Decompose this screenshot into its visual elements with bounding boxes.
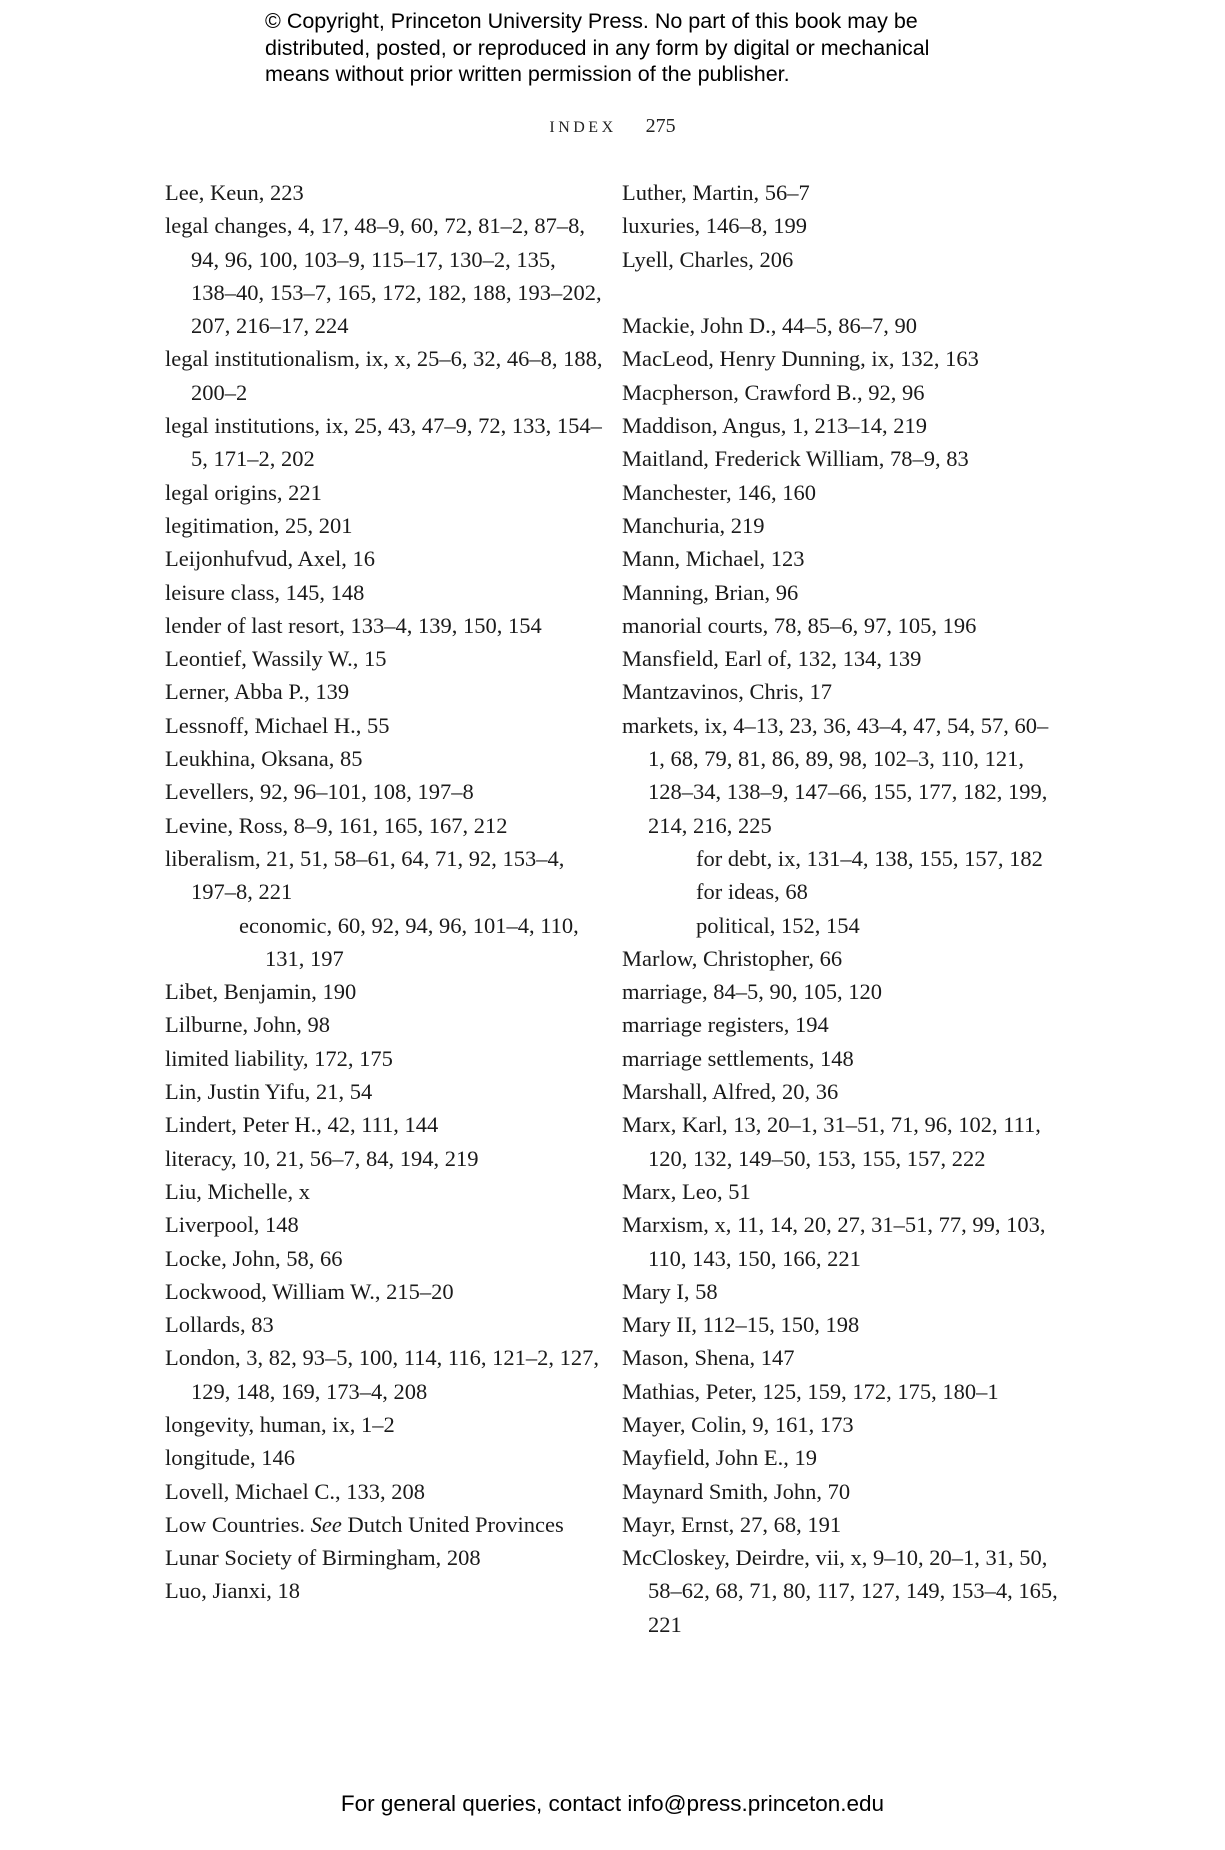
index-column-left [165, 176, 605, 1608]
index-entry: Lollards, 83 [165, 1312, 274, 1338]
index-entry: Lunar Society of Birmingham, 208 [165, 1545, 481, 1571]
index-entry: legitimation, 25, 201 [165, 512, 353, 538]
index-entry: Lerner, Abba P., 139 [165, 679, 350, 705]
index-entry: McCloskey, Deirdre, vii, x, 9–10, 20–1, 31, 50, 58–62, 68, 71, 80, 117, 127, 149, 153–4, 165, 221 [622, 1545, 1058, 1637]
index-entry: Lovell, Michael C., 133, 208 [165, 1478, 425, 1504]
index-subentry: economic, 60, 92, 94, 96, 101–4, 110, 131, 197 [239, 912, 579, 971]
index-entry: Luther, Martin, 56–7 [622, 180, 810, 205]
index-entry: Manchuria, 219 [622, 512, 765, 538]
index-entry: Lee, Keun, 223 [165, 180, 304, 205]
index-entry: legal institutions, ix, 25, 43, 47–9, 72, 133, 154–5, 171–2, 202 [165, 413, 602, 472]
index-entry: Mansfield, Earl of, 132, 134, 139 [622, 646, 922, 672]
index-entry: Maitland, Frederick William, 78–9, 83 [622, 446, 969, 472]
index-entry: Lockwood, William W., 215–20 [165, 1278, 454, 1304]
index-entry: Mayfield, John E., 19 [622, 1445, 817, 1471]
index-entry: Luo, Jianxi, 18 [165, 1578, 300, 1604]
index-entry: Liu, Michelle, x [165, 1178, 310, 1204]
index-entry: longitude, 146 [165, 1445, 295, 1471]
footer-contact: For general queries, contact info@press.princeton.edu [340, 1791, 885, 1816]
index-entry: legal origins, 221 [165, 479, 322, 505]
index-entry: Locke, John, 58, 66 [165, 1245, 343, 1271]
copyright-line: distributed, posted, or reproduced in any form by digital or mechanical [265, 35, 930, 60]
index-entry: limited liability, 172, 175 [165, 1045, 393, 1071]
index-entry: Lin, Justin Yifu, 21, 54 [165, 1079, 373, 1105]
index-entry: Manning, Brian, 96 [622, 579, 799, 605]
index-entry: marriage settlements, 148 [622, 1045, 854, 1071]
index-entry: Marx, Karl, 13, 20–1, 31–51, 71, 96, 102, 111, 120, 132, 149–50, 153, 155, 157, 222 [622, 1112, 1041, 1171]
index-entry: Mathias, Peter, 125, 159, 172, 175, 180–1 [622, 1378, 999, 1404]
index-entry: marriage, 84–5, 90, 105, 120 [622, 979, 882, 1005]
index-entry: Manchester, 146, 160 [622, 479, 817, 505]
index-entry: literacy, 10, 21, 56–7, 84, 194, 219 [165, 1145, 479, 1171]
index-subentry: for ideas, 68 [696, 879, 808, 905]
index-column-right [622, 176, 1062, 1641]
index-entry: manorial courts, 78, 85–6, 97, 105, 196 [622, 612, 977, 638]
index-entry: Mary I, 58 [622, 1278, 718, 1304]
index-entry: lender of last resort, 133–4, 139, 150, 154 [165, 612, 542, 638]
index-entry: Low Countries. See Dutch United Provinces [165, 1511, 564, 1537]
index-entry: Levine, Ross, 8–9, 161, 165, 167, 212 [165, 812, 508, 838]
index-entry: Marxism, x, 11, 14, 20, 27, 31–51, 77, 99, 103, 110, 143, 150, 166, 221 [622, 1212, 1046, 1271]
index-entry: Lindert, Peter H., 42, 111, 144 [165, 1112, 439, 1138]
index-entry: Maddison, Angus, 1, 213–14, 219 [622, 413, 928, 439]
index-subentry: for debt, ix, 131–4, 138, 155, 157, 182 [696, 845, 1043, 871]
index-entry: Mayr, Ernst, 27, 68, 191 [622, 1511, 842, 1537]
index-entry: Libet, Benjamin, 190 [165, 979, 357, 1005]
index-entry: Lilburne, John, 98 [165, 1012, 330, 1038]
index-entry: MacLeod, Henry Dunning, ix, 132, 163 [622, 346, 979, 372]
index-entry: Lyell, Charles, 206 [622, 246, 794, 272]
index-entry: Liverpool, 148 [165, 1212, 299, 1238]
copyright-line: © Copyright, Princeton University Press. No part of this book may be [265, 9, 918, 33]
index-entry: Marshall, Alfred, 20, 36 [622, 1079, 839, 1105]
index-entry: Marx, Leo, 51 [622, 1178, 751, 1204]
index-entry: London, 3, 82, 93–5, 100, 114, 116, 121–2, 127, 129, 148, 169, 173–4, 208 [165, 1345, 599, 1404]
index-entry: marriage registers, 194 [622, 1012, 829, 1038]
index-entry: Mantzavinos, Chris, 17 [622, 679, 832, 705]
index-entry: Mary II, 112–15, 150, 198 [622, 1312, 860, 1338]
index-entry: Maynard Smith, John, 70 [622, 1478, 851, 1504]
index-entry: Mayer, Colin, 9, 161, 173 [622, 1411, 854, 1437]
page-number: 275 [645, 115, 676, 137]
index-entry: legal institutionalism, ix, x, 25–6, 32, 46–8, 188, 200–2 [165, 346, 603, 405]
index-entry: longevity, human, ix, 1–2 [165, 1411, 395, 1437]
index-entry: leisure class, 145, 148 [165, 579, 365, 605]
index-entry: legal changes, 4, 17, 48–9, 60, 72, 81–2, 87–8, 94, 96, 100, 103–9, 115–17, 130–2, 135, 138–40, 153–7, 165, 172, 182, 188, 193–202, 207, 216–17, 224 [165, 213, 602, 339]
index-entry: Mackie, John D., 44–5, 86–7, 90 [622, 313, 917, 339]
see-reference: See [310, 1511, 342, 1537]
index-entry: Mann, Michael, 123 [622, 546, 805, 572]
index-entry: Mason, Shena, 147 [622, 1345, 795, 1371]
index-subentry: political, 152, 154 [696, 912, 860, 938]
copyright-line: means without prior written permission of the publisher. [265, 62, 790, 86]
index-entry: Lessnoff, Michael H., 55 [165, 712, 390, 738]
copyright-notice [265, 8, 1045, 88]
section-label: INDEX [549, 119, 617, 136]
index-entry: Leontief, Wassily W., 15 [165, 646, 387, 672]
running-head [0, 115, 1225, 138]
index-entry: Marlow, Christopher, 66 [622, 945, 843, 971]
index-entry: Levellers, 92, 96–101, 108, 197–8 [165, 779, 474, 805]
index-entry: liberalism, 21, 51, 58–61, 64, 71, 92, 153–4, 197–8, 221 [165, 845, 565, 905]
index-entry: luxuries, 146–8, 199 [622, 213, 807, 239]
index-entry: Leijonhufvud, Axel, 16 [165, 546, 375, 572]
index-entry: Macpherson, Crawford B., 92, 96 [622, 379, 925, 405]
index-entry: Leukhina, Oksana, 85 [165, 746, 363, 772]
index-entry: markets, ix, 4–13, 23, 36, 43–4, 47, 54, 57, 60–1, 68, 79, 81, 86, 89, 98, 102–3, 110, 121, 128–34, 138–9, 147–66, 155, 177, 182, 199, 214, 216, 225 [622, 712, 1049, 838]
